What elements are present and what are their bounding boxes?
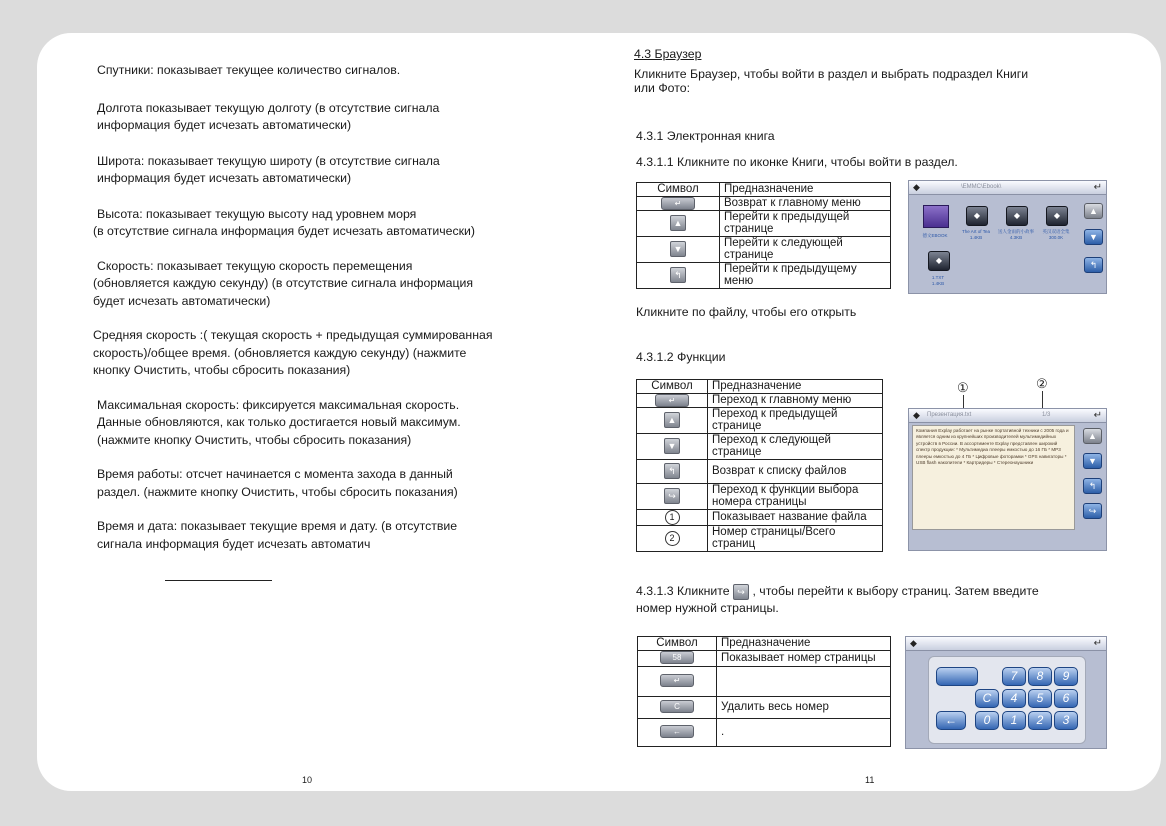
table-row: [638, 696, 891, 718]
description-cell: [720, 196, 891, 210]
text-line: будет исчезать автоматически): [93, 293, 271, 308]
back-menu-button[interactable]: ↰: [1084, 257, 1103, 273]
text-line: (нажмите кнопку Очистить, чтобы сбросить показания): [97, 432, 412, 447]
page-select-step: [636, 583, 1039, 601]
symbol-square-icon: ▼: [664, 438, 680, 454]
description-cell: [717, 666, 891, 696]
table-header-row: [637, 380, 883, 394]
symbol-cell: [637, 262, 720, 288]
section-intro-line1: Кликните Браузер, чтобы войти в раздел и выбрать подраздел Книги: [634, 67, 1029, 81]
description-line: Удалить весь номер: [721, 700, 829, 713]
left-paragraph: [97, 100, 567, 135]
text-line: (в отсутствие сигнала информация будет исчезать автоматически): [93, 224, 476, 238]
file-label: The Art of Tea: [962, 229, 990, 234]
description-line: странице: [712, 446, 762, 459]
left-paragraph: [97, 518, 567, 553]
table-row: [637, 210, 891, 236]
keypad-title-bar: [906, 637, 1106, 651]
next-page-button[interactable]: ▼: [1083, 453, 1102, 469]
section-title: 4.3 Браузер: [634, 47, 702, 61]
header-cell: Предназначение: [717, 637, 891, 651]
file-label: 德文EBOOK: [922, 233, 948, 238]
keypad-key-2[interactable]: 2: [1028, 711, 1052, 730]
circle-number-icon: 2: [665, 531, 680, 546]
description-line: Переход к предыдущей: [712, 407, 838, 420]
table-row: [638, 650, 891, 666]
left-page-text: [93, 62, 567, 553]
description-line: страниц: [712, 538, 756, 551]
next-page-button[interactable]: ▼: [1084, 229, 1103, 245]
description-cell: [720, 262, 891, 288]
text-line: раздел. (нажмите кнопку Очистить, чтобы сбросить показания): [97, 484, 458, 499]
diamond-icon: ◆: [913, 182, 920, 192]
book-file-icon[interactable]: ◆: [928, 251, 950, 271]
keypad-key-3[interactable]: 3: [1054, 711, 1078, 730]
file-size: 1.4KB: [931, 281, 945, 286]
file-label: 英汉双语全集: [1042, 229, 1070, 234]
description-line: Возврат к главному меню: [724, 196, 861, 209]
keypad-key-c[interactable]: C: [975, 689, 999, 708]
symbol-button-icon: ↵: [660, 674, 694, 687]
description-cell: [708, 433, 883, 459]
text-line: кнопку Очистить, чтобы сбросить показания): [93, 363, 351, 377]
symbol-cell: [637, 196, 720, 210]
text-line: информация будет исчезать автоматически): [97, 171, 352, 185]
text-reader-screenshot: [908, 408, 1107, 551]
step-suffix: , чтобы перейти к выбору страниц. Затем введите: [752, 584, 1039, 598]
symbol-button-icon: ↵: [661, 197, 695, 210]
header-cell: Символ: [637, 183, 720, 197]
keypad-key-1[interactable]: 1: [1002, 711, 1026, 730]
keypad-screenshot: [905, 636, 1107, 749]
file-size: 300.0K: [1048, 235, 1064, 240]
text-line: информация будет исчезать автоматически): [97, 118, 352, 132]
header-cell: Символ: [637, 380, 708, 394]
symbol-cell: [638, 718, 717, 746]
table-row: [637, 525, 883, 551]
keypad-key-8[interactable]: 8: [1028, 667, 1052, 686]
description-line: странице: [724, 249, 774, 262]
page-select-step-line2: номер нужной страницы.: [636, 601, 779, 615]
symbol-button-icon: ↵: [655, 394, 689, 407]
symbol-table-keypad: [637, 636, 891, 747]
symbol-cell: [638, 650, 717, 666]
description-line: Перейти к предыдущему: [724, 262, 857, 275]
reader-page-counter: 1/3: [1042, 412, 1051, 418]
ebook-subtitle: 4.3.1 Электронная книга: [636, 129, 775, 143]
symbol-button-icon: C: [660, 700, 694, 713]
table-row: [637, 433, 883, 459]
description-line: Показывает номер страницы: [721, 651, 876, 664]
description-cell: [717, 650, 891, 666]
text-line: Средняя скорость :( текущая скорость + предыдущая суммированная: [93, 328, 493, 342]
ebook-step: 4.3.1.1 Кликните по иконке Книги, чтобы войти в раздел.: [636, 155, 958, 169]
left-paragraph: [93, 258, 567, 311]
table-row: [637, 236, 891, 262]
header-cell: Предназначение: [708, 380, 883, 394]
step-prefix: 4.3.1.3 Кликните: [636, 584, 730, 598]
left-paragraph: [93, 206, 567, 241]
left-paragraph: [93, 327, 567, 380]
left-paragraph: [97, 466, 567, 501]
description-line: Возврат к списку файлов: [712, 464, 847, 477]
description-line: меню: [724, 275, 754, 288]
book-file-icon[interactable]: ◆: [966, 206, 988, 226]
page-select-icon: ↪: [733, 584, 749, 600]
symbol-cell: [637, 407, 708, 433]
return-icon: ↵: [1093, 182, 1102, 193]
text-line: Максимальная скорость: фиксируется максимальная скорость.: [97, 397, 460, 412]
diamond-icon: ◆: [913, 410, 920, 420]
description-cell: [708, 509, 883, 525]
keypad-key-0[interactable]: 0: [975, 711, 999, 730]
text-line: Данные обновляются, как только достигается новый максимум.: [97, 415, 461, 429]
description-line: странице: [712, 420, 762, 433]
description-line: странице: [724, 223, 774, 236]
description-cell: [708, 407, 883, 433]
ebook-browser-screenshot: [908, 180, 1107, 294]
symbol-cell: [637, 509, 708, 525]
description-cell: [708, 483, 883, 509]
folder-icon: [923, 205, 949, 228]
table-row: [638, 718, 891, 746]
symbol-button-icon: ←: [660, 725, 694, 738]
browser-title-bar: [909, 181, 1106, 195]
table-header-row: [637, 183, 891, 197]
page-select-button[interactable]: ↪: [1083, 503, 1102, 519]
prev-page-button[interactable]: ▲: [1083, 428, 1102, 444]
table-row: [637, 196, 891, 210]
description-cell: [717, 718, 891, 746]
symbol-square-icon: ↰: [670, 267, 686, 283]
section-intro-line2: или Фото:: [634, 81, 690, 95]
file-list-button[interactable]: ↰: [1083, 478, 1102, 494]
description-cell: [720, 236, 891, 262]
return-icon: ↵: [1093, 410, 1102, 421]
description-line: Номер страницы/Всего: [712, 525, 836, 538]
reader-text-area: Компания Explay работает на рынке портативной техники с 2005 года и является одним из крупнейших производителей мультимедийных устройств в России. В ассортименте Explay представлен широкий спектр продукции: * Мультимедиа плееры емкостью до 16 ГБ * MP3 плееры емкостью до 4 ГБ * Цифровые фоторамки * GPS навигаторы * USB flash накопители * Картридеры * Стереонаушники: [912, 425, 1075, 530]
symbol-table-books: [636, 182, 891, 289]
symbol-square-icon: ▲: [664, 412, 680, 428]
functions-title: 4.3.1.2 Функции: [636, 350, 726, 364]
table-row: [638, 666, 891, 696]
description-line: Переход к следующей: [712, 433, 831, 446]
keypad-key-4[interactable]: 4: [1002, 689, 1026, 708]
description-line: .: [721, 725, 725, 738]
text-line: Спутники: показывает текущее количество сигналов.: [97, 63, 401, 77]
keypad-key-5[interactable]: 5: [1028, 689, 1052, 708]
description-cell: [708, 393, 883, 407]
symbol-cell: [637, 483, 708, 509]
keypad-key-7[interactable]: 7: [1002, 667, 1026, 686]
description-cell: [708, 525, 883, 551]
prev-page-button[interactable]: ▲: [1084, 203, 1103, 219]
page-number-display: [936, 667, 978, 686]
file-label: 送人金雨的小故事: [998, 229, 1034, 234]
symbol-cell: [637, 393, 708, 407]
text-line: Широта: показывает текущую широту (в отсутствие сигнала: [97, 153, 440, 168]
click-file-note: Кликните по файлу, чтобы его открыть: [636, 305, 857, 319]
left-paragraph: [97, 397, 567, 450]
table-row: [637, 407, 883, 433]
file-size: 1.4KB: [969, 235, 983, 240]
description-line: Показывает название файла: [712, 510, 867, 523]
symbol-table-functions: [636, 379, 883, 552]
symbol-square-icon: ↰: [664, 463, 680, 479]
file-label: 1.TXT: [931, 275, 945, 280]
keypad-key-6[interactable]: 6: [1054, 689, 1078, 708]
reader-title-bar: [909, 409, 1106, 423]
symbol-cell: [637, 459, 708, 483]
table-row: [637, 262, 891, 288]
file-size: 4.3KB: [1009, 235, 1023, 240]
symbol-cell: [638, 696, 717, 718]
symbol-cell: [637, 210, 720, 236]
keypad-key-backspace[interactable]: ←: [936, 711, 966, 730]
symbol-cell: [637, 236, 720, 262]
marker-2: ②: [1036, 376, 1048, 391]
left-paragraph: [97, 62, 567, 80]
header-cell: Символ: [638, 637, 717, 651]
text-line: Скорость: показывает текущую скорость перемещения: [97, 258, 413, 273]
text-line: скорость)/общее время. (обновляется каждую секунду) (нажмите: [93, 345, 467, 360]
description-line: Перейти к предыдущей: [724, 210, 850, 223]
keypad-key-9[interactable]: 9: [1054, 667, 1078, 686]
left-paragraph: [97, 153, 567, 188]
marker-1: ①: [957, 380, 969, 395]
symbol-square-icon: ↪: [664, 488, 680, 504]
page-number-right: 11: [865, 775, 875, 785]
table-row: [637, 459, 883, 483]
reader-file-name: Презентация.txt: [927, 412, 972, 418]
text-line: Время и дата: показывает текущие время и дату. (в отсутствие: [97, 519, 458, 533]
table-row: [637, 483, 883, 509]
text-line: Время работы: отсчет начинается с момента захода в данный: [97, 467, 453, 481]
description-cell: [720, 210, 891, 236]
description-line: номера страницы: [712, 496, 807, 509]
text-line: Долгота показывает текущую долготу (в отсутствие сигнала: [97, 100, 440, 115]
table-row: [637, 509, 883, 525]
description-cell: [717, 696, 891, 718]
symbol-cell: [637, 433, 708, 459]
footnote-rule: [165, 580, 272, 581]
book-file-icon[interactable]: ◆: [1006, 206, 1028, 226]
return-icon: ↵: [1093, 638, 1102, 649]
description-line: Переход к функции выбора: [712, 483, 859, 496]
symbol-square-icon: ▼: [670, 241, 686, 257]
book-file-icon[interactable]: ◆: [1046, 206, 1068, 226]
symbol-cell: [637, 525, 708, 551]
text-line: сигнала информация будет исчезать автоматич: [97, 536, 371, 551]
page-number-left: 10: [302, 775, 313, 785]
text-line: (обновляется каждую секунду) (в отсутствие сигнала информация: [93, 276, 474, 290]
diamond-icon: ◆: [910, 638, 917, 648]
symbol-button-icon: 58: [660, 651, 694, 664]
table-row: [637, 393, 883, 407]
circle-number-icon: 1: [665, 510, 680, 525]
description-cell: [708, 459, 883, 483]
symbol-cell: [638, 666, 717, 696]
description-line: Переход к главному меню: [712, 393, 852, 406]
header-cell: Предназначение: [720, 183, 891, 197]
table-header-row: [638, 637, 891, 651]
text-line: Высота: показывает текущую высоту над уровнем моря: [97, 206, 417, 221]
folder-path: \EMMC\Ebook\: [961, 184, 1002, 190]
symbol-square-icon: ▲: [670, 215, 686, 231]
description-line: Перейти к следующей: [724, 236, 843, 249]
